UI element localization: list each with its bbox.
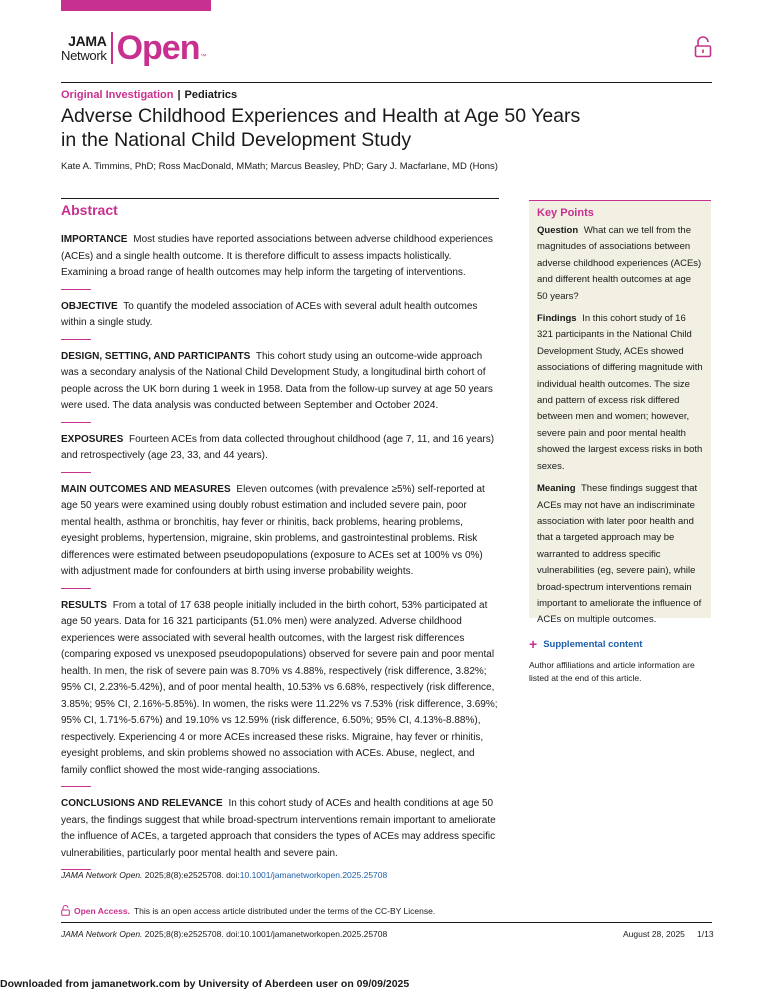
article-title: Adverse Childhood Experiences and Health at Age 50 Years in the National Child Development Study	[61, 105, 581, 151]
key-point-text: What can we tell from the magnitudes of associations between adverse childhood experiences (ACEs) and different health outcomes at age 50 years?	[537, 225, 702, 302]
footer-date: August 28, 2025	[623, 929, 685, 939]
section-label: RESULTS	[61, 599, 107, 611]
section-text: From a total of 17 638 people initially included in the birth cohort, 53% participated at age 50 years. Data for 16 321 participants (51.0% men) were analyzed. Adverse childhood experiences were associated with several health outcomes, with the largest risk differences (comparing exposed vs unexposed pseudopopulations) observed for severe pain and poor mental health. In men, the risk of severe pain was 8.70% vs 4.88%, respectively (risk difference, 3.82%; 95% CI, 2.23%-5.42%), and of poor mental health, 10.53% vs 6.68%, respectively (risk difference, 3.85%; 95% CI, 2.16%-5.85%). In women, the risks were 11.22% vs 7.53% (risk difference, 3.69%; 95% CI, 1.71%-5.67%) and 19.10% vs 12.59% (risk difference, 6.50%; 95% CI, 4.13%-8.88%), respectively. Experiencing 4 or more ACEs increased these risks. Migraine, hay fever or rhinitis, eyesight problems, and skin problems showed no association with ACEs. Abuse, neglect, and family conflict showed the most wide-ranging associations.	[61, 599, 498, 776]
section-divider	[61, 472, 91, 473]
category-separator: |	[177, 89, 181, 101]
citation-journal: JAMA Network Open.	[61, 870, 143, 880]
key-point-meaning	[537, 481, 703, 629]
download-notice: Downloaded from jamanetwork.com by University of Aberdeen user on 09/09/2025	[0, 978, 410, 990]
abstract-section-design	[61, 349, 499, 415]
section-label: MAIN OUTCOMES AND MEASURES	[61, 483, 231, 495]
header-rule	[61, 82, 712, 83]
section-divider	[61, 588, 91, 589]
section-text: Most studies have reported associations between adverse childhood experiences (ACEs) and a single health outcome. It is therefore difficult to assess impacts holistically. Examining a broad range of health outcomes may help inform the targeting of interventions.	[61, 234, 493, 278]
affiliations-note: Author affiliations and article information are listed at the end of this article.	[529, 660, 695, 683]
key-point-question	[537, 223, 703, 305]
abstract-section-exposures	[61, 432, 499, 465]
subcategory-label[interactable]: Pediatrics	[184, 89, 238, 101]
key-point-label: Meaning	[537, 483, 576, 495]
section-label: DESIGN, SETTING, AND PARTICIPANTS	[61, 350, 251, 362]
plus-icon: +	[529, 636, 538, 652]
abstract-section-objective	[61, 299, 499, 332]
doi-link[interactable]: 10.1001/jamanetworkopen.2025.25708	[239, 870, 388, 880]
logo-open-text: Open	[116, 29, 200, 67]
supplemental-content-label: Supplemental content	[543, 638, 643, 650]
logo-jama-text: JAMA	[68, 33, 107, 49]
section-divider	[61, 289, 91, 290]
key-points-heading: Key Points	[537, 207, 594, 219]
citation-ref: 2025;8(8):e2525708. doi:	[144, 870, 240, 880]
abstract-section-results	[61, 598, 499, 780]
section-label: OBJECTIVE	[61, 300, 118, 312]
logo-trademark: ™	[200, 54, 207, 60]
abstract-heading: Abstract	[61, 202, 118, 218]
open-access-icon	[61, 905, 70, 916]
key-point-text: These findings suggest that ACEs may not have an indiscriminate association with later poor health and that a targeted approach may be warranted to address specific vulnerabilities (eg, severe pain), while broad-spectrum interventions remain important to ameliorate the influence of ACEs on multiple outcomes.	[537, 483, 702, 626]
footer-rule	[61, 922, 712, 923]
section-label: IMPORTANCE	[61, 234, 128, 245]
section-text: This cohort study using an outcome-wide approach was a secondary analysis of the National Child Development Study, a longitudinal birth cohort of people across the UK born during 1 week in 1958. Data from the follow-up survey at age 50 years were used. The data analysis was conducted between September and October 2024.	[61, 350, 493, 411]
abstract-rule	[61, 198, 499, 199]
section-divider	[61, 422, 91, 423]
section-text: To quantify the modeled association of ACEs with several adult health outcomes within a single study.	[61, 300, 478, 328]
section-text: Eleven outcomes (with prevalence ≥5%) self-reported at age 50 years were examined using doubly robust estimation and included severe pain, poor mental health, asthma or bronchitis, hay fever or rhinitis, back problems, hearing problems, eyesight problems, hypertension, migraine, skin problems, and gastrointestinal problems. Risk differences were estimated between pseudopopulations (exposure to ACEs set at 100% vs 0%) with adjustment made for confounders at birth using inverse probability weights.	[61, 483, 485, 577]
footer-page-number: 1/13	[697, 929, 714, 939]
abstract-section-conclusions	[61, 796, 499, 862]
footer-ref: 2025;8(8):e2525708. doi:10.1001/jamanetworkopen.2025.25708	[144, 929, 388, 939]
author-list: Kate A. Timmins, PhD; Ross MacDonald, MMath; Marcus Beasley, PhD; Gary J. Macfarlane, MD (Hons)	[61, 161, 498, 172]
footer-citation	[61, 929, 387, 939]
category-label[interactable]: Original Investigation	[61, 89, 174, 101]
section-label: CONCLUSIONS AND RELEVANCE	[61, 798, 223, 809]
top-accent-bar	[61, 0, 211, 11]
abstract-section-importance	[61, 232, 499, 282]
section-divider	[61, 786, 91, 787]
abstract-section-outcomes	[61, 482, 499, 581]
abstract-sections	[61, 232, 499, 879]
section-divider	[61, 339, 91, 340]
journal-logo[interactable]	[61, 30, 206, 66]
section-text: In this cohort study of ACEs and health conditions at age 50 years, the findings suggest that while broad-spectrum interventions remain important to ameliorate the influence of ACEs, a targeted approach that considers the types of ACEs may address specific vulnerabilities, particularly poor mental health and severe pain.	[61, 798, 496, 859]
logo-divider	[111, 32, 113, 64]
open-access-label[interactable]: Open Access.	[74, 905, 130, 916]
key-point-text: In this cohort study of 16 321 participants in the National Child Development Study, ACEs showed associations of differing magnitude with individual health outcomes. The size and pattern of excess risk differed between men and women; however, severe pain and poor mental health showed the largest excess risks in both sexes.	[537, 313, 703, 472]
key-points-box	[529, 200, 711, 626]
section-text: Fourteen ACEs from data collected throughout childhood (age 7, 11, and 16 years) and retrospectively (age 23, 33, and 44 years).	[61, 433, 495, 461]
key-point-label: Findings	[537, 313, 577, 325]
open-access-notice	[61, 905, 435, 916]
article-category	[61, 89, 237, 101]
supplemental-content-link[interactable]	[529, 637, 642, 651]
citation-line	[61, 870, 387, 880]
footer-journal: JAMA Network Open.	[61, 929, 143, 939]
open-lock-icon	[694, 36, 712, 58]
open-access-text: This is an open access article distributed under the terms of the CC-BY License.	[133, 905, 436, 916]
logo-network-text: Network	[61, 48, 107, 63]
key-point-label: Question	[537, 225, 579, 236]
key-point-findings	[537, 311, 703, 475]
section-label: EXPOSURES	[61, 433, 124, 445]
